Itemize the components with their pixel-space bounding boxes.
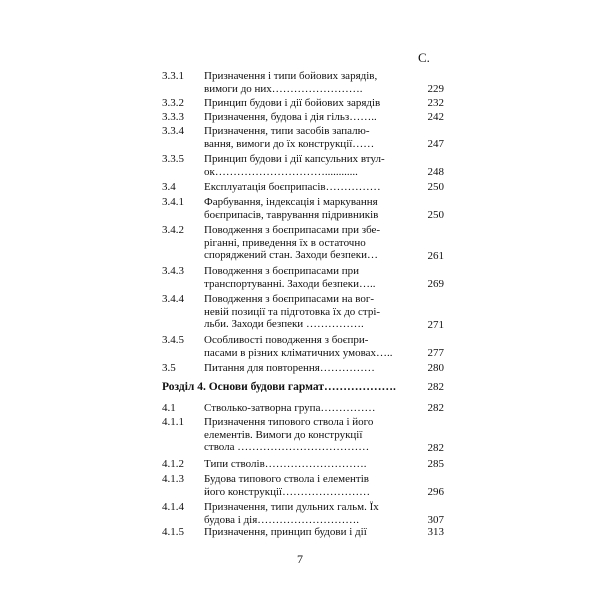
entry-page: 280: [427, 362, 444, 374]
entry-number: 3.4.3: [162, 265, 184, 277]
entry-page: 248: [427, 166, 444, 178]
entry-number: 3.3.3: [162, 111, 184, 123]
entry-page: 269: [427, 278, 444, 290]
entry-page: 250: [427, 181, 444, 193]
entry-title: Особливості поводження з боєпри- пасами в різних кліматичних умовах…..: [204, 334, 393, 359]
entry-page: 271: [427, 319, 444, 331]
toc-entry: [162, 125, 444, 151]
toc-entry: [162, 153, 444, 179]
entry-title: Поводження з боєприпасами на вог- невій позиції та підготовка їх до стрі- льби. Заходи безпеки …………….: [204, 293, 381, 331]
entry-page: 296: [427, 486, 444, 498]
entry-title: Принцип будови і дії капсульних втул- ок…………………………............: [204, 153, 385, 178]
entry-title: Принцип будови і дії бойових зарядів: [204, 97, 381, 109]
entry-number: 3.3.2: [162, 97, 184, 109]
entry-title: Призначення, принцип будови і дії: [204, 526, 367, 538]
entry-title: Експлуатація боєприпасів……………: [204, 181, 381, 193]
entry-page: 247: [427, 138, 444, 150]
entry-number: 4.1.4: [162, 501, 184, 513]
toc-entry: [162, 334, 444, 360]
entry-page: 261: [427, 250, 444, 262]
entry-title: Призначення і типи бойових зарядів, вимоги до них…………………….: [204, 70, 378, 95]
entry-number: 3.4.4: [162, 293, 184, 305]
toc-section-entry: [162, 381, 444, 395]
entry-title: Призначення, типи дульних гальм. Їх будова і дія……………………….: [204, 501, 379, 526]
toc-entry: [162, 362, 444, 375]
toc-entry: [162, 458, 444, 471]
toc-entry: [162, 97, 444, 110]
entry-title: Фарбування, індексація і маркування боєприпасів, таврування підривників: [204, 196, 379, 221]
page-number: 7: [297, 552, 303, 566]
entry-title: Поводження з боєприпасами при збе- ріганні, приведення їх в остаточно споряджений стан. Заходи безпеки…: [204, 224, 381, 262]
toc-entry: [162, 526, 444, 539]
toc-entry: [162, 265, 444, 291]
entry-page: 229: [427, 83, 444, 95]
toc-entry: [162, 416, 444, 455]
section-title: Розділ 4. Основи будови гармат……………….: [162, 381, 396, 393]
toc-entry: [162, 196, 444, 222]
entry-title: Стволько-затворна група……………: [204, 402, 376, 414]
entry-number: 4.1.1: [162, 416, 184, 428]
page-column-label: С.: [418, 50, 430, 65]
entry-page: 242: [427, 111, 444, 123]
toc-entry: [162, 70, 444, 96]
entry-page: 282: [427, 381, 444, 393]
entry-number: 3.4.5: [162, 334, 184, 346]
entry-number: 3.4.2: [162, 224, 184, 236]
toc-entry: [162, 501, 444, 527]
entry-page: 282: [427, 402, 444, 414]
entry-title: Поводження з боєприпасами при транспортуванні. Заходи безпеки…..: [204, 265, 376, 290]
entry-number: 3.4: [162, 181, 176, 193]
entry-page: 282: [427, 442, 444, 454]
entry-number: 3.5: [162, 362, 176, 374]
entry-title: Питання для повторення……………: [204, 362, 375, 374]
entry-number: 4.1.2: [162, 458, 184, 470]
toc-entry: [162, 293, 444, 332]
toc-entry: [162, 111, 444, 124]
entry-number: 4.1.5: [162, 526, 184, 538]
entry-number: 3.3.5: [162, 153, 184, 165]
entry-title: Типи стволів……………………….: [204, 458, 367, 470]
entry-number: 4.1: [162, 402, 176, 414]
toc-entry: [162, 181, 444, 194]
entry-page: 313: [427, 526, 444, 538]
entry-page: 250: [427, 209, 444, 221]
entry-page: 307: [427, 514, 444, 526]
toc-entry: [162, 473, 444, 499]
entry-page: 232: [427, 97, 444, 109]
entry-number: 3.3.1: [162, 70, 184, 82]
entry-page: 277: [427, 347, 444, 359]
toc-entry: [162, 402, 444, 415]
entry-number: 3.4.1: [162, 196, 184, 208]
entry-number: 4.1.3: [162, 473, 184, 485]
entry-title: Призначення типового ствола і його елементів. Вимоги до конструкції ствола ………………………………: [204, 416, 374, 454]
toc-entry: [162, 224, 444, 263]
entry-title: Будова типового ствола і елементів його конструкції……………………: [204, 473, 371, 498]
entry-title: Призначення, типи засобів запалю- вання, вимоги до їх конструкції……: [204, 125, 375, 150]
entry-number: 3.3.4: [162, 125, 184, 137]
entry-title: Призначення, будова і дія гільз……..: [204, 111, 377, 123]
entry-page: 285: [427, 458, 444, 470]
